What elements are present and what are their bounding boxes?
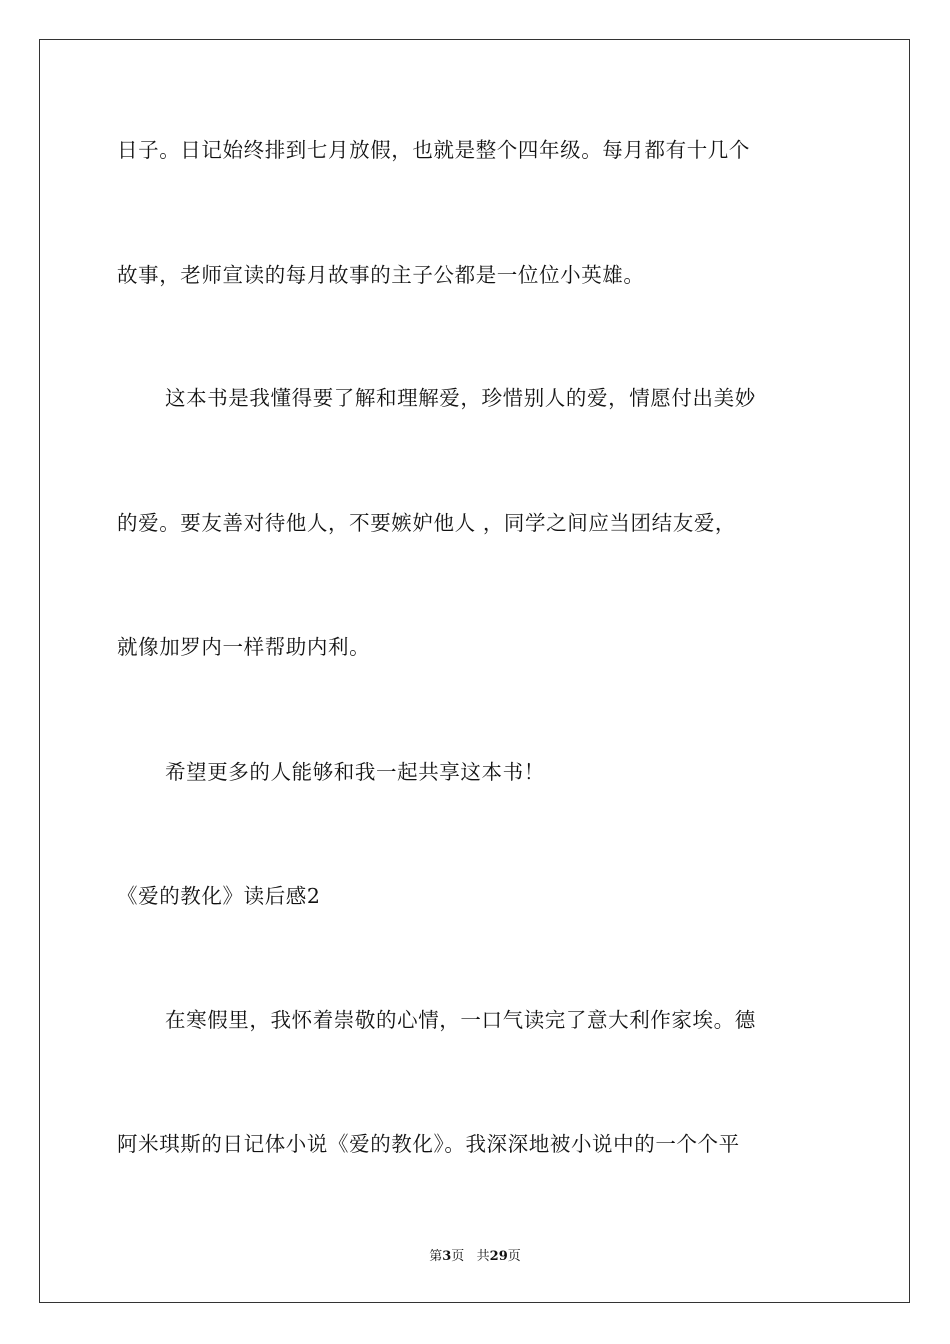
section-heading: 《爱的教化》读后感2 xyxy=(117,884,321,908)
text-line-6: 希望更多的人能够和我一起共享这本书！ xyxy=(165,760,545,784)
text-line-8: 在寒假里，我怀着崇敬的心情，一口气读完了意大利作家埃。德 xyxy=(165,1008,756,1032)
footer-suffix: 页 xyxy=(507,1249,521,1264)
text-line-3: 这本书是我懂得要了解和理解爱，珍惜别人的爱，情愿付出美妙 xyxy=(165,386,756,410)
footer-page-number: 3 xyxy=(442,1249,452,1264)
page-footer xyxy=(0,1248,950,1266)
page-border xyxy=(39,39,910,1303)
text-line-4: 的爱。要友善对待他人，不要嫉妒他人 ，同学之间应当团结友爱， xyxy=(117,511,737,535)
text-line-5: 就像加罗内一样帮助内利。 xyxy=(117,635,371,659)
text-line-1: 日子。日记始终排到七月放假，也就是整个四年级。每月都有十几个 xyxy=(117,138,750,162)
footer-total-pages: 29 xyxy=(489,1249,508,1264)
text-line-2: 故事，老师宣读的每月故事的主子公都是一位位小英雄。 xyxy=(117,263,645,287)
footer-prefix: 第 xyxy=(429,1249,443,1264)
footer-middle: 页 共 xyxy=(451,1249,490,1264)
text-line-9: 阿米琪斯的日记体小说《爱的教化》。我深深地被小说中的一个个平 xyxy=(117,1132,740,1156)
